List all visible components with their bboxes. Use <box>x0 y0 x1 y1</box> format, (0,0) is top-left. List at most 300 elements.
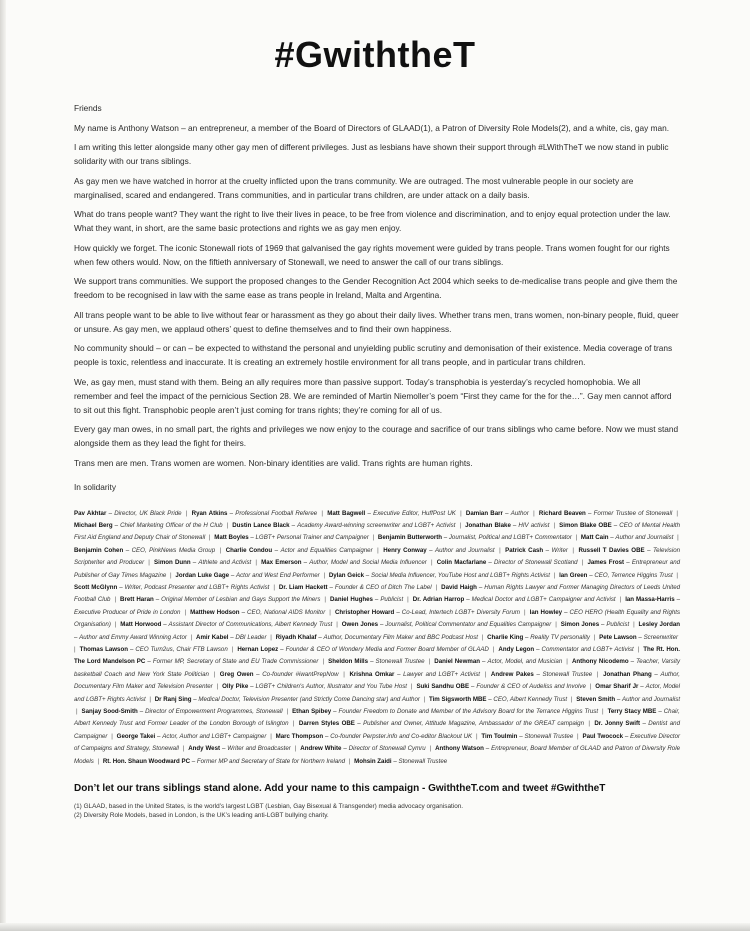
salutation: Friends <box>74 103 102 113</box>
separator: | <box>585 720 593 728</box>
signatory: Sheldon Mills – Stonewall Trustee <box>328 658 425 666</box>
separator: | <box>327 608 333 616</box>
paragraph: As gay men we have watched in horror at the cruelty inflicted upon the trans community. We are outraged. The most vulnerable people in our society are marginalised, scared and endangered. Trans communities, and in particular trans children, are under attack on a daily basis. <box>74 175 634 200</box>
signatory-role: CEO Turn2us, Chair FTB Lawson <box>135 645 228 653</box>
signatory: James Frost – Entrepreneur and Publisher of Gay Times Magazine <box>74 559 681 579</box>
separator: | <box>109 732 115 740</box>
signatory-name: Andrew Pakes <box>490 670 534 678</box>
signatory-role: Reality TV personality <box>530 633 590 641</box>
signatory-name: Dustin Lance Black <box>232 521 290 529</box>
separator: | <box>480 633 486 641</box>
signatory-role: Director of Stonewall Scotland <box>494 559 578 567</box>
separator: | <box>112 596 119 604</box>
signatory-name: Ryan Atkins <box>191 509 228 517</box>
separator: | <box>183 509 190 517</box>
signatory-role: Television Scriptwriter and Producer <box>74 546 681 567</box>
signatory-role: Entrepreneur and Publisher of Gay Times Magazine <box>74 559 681 579</box>
signatory-role: Assistant Director of Communications, Albert Kennedy Trust <box>168 621 333 629</box>
signatory-role: Co-founder Perpster.info and Co-editor Blackout UK <box>330 732 473 740</box>
signatory-role: Writer <box>551 546 568 554</box>
separator: | <box>569 695 575 703</box>
signatory-name: Simon Jones <box>560 621 600 629</box>
signatory: Andrew Pakes – Stonewall Trustee <box>490 670 593 678</box>
signatory: Mohsin Zaidi – Stonewall Trustee <box>354 757 448 765</box>
signatory: Dr. Jonny Swift – Dentist and Campaigner <box>74 720 681 740</box>
separator: | <box>370 534 376 542</box>
signatory-role: Academy Award-winning screenwriter and LGBT+ Activist <box>297 521 456 529</box>
signatory-role: Medical Doctor, Television Presenter (and Strictly Come Dancing star) and Author <box>198 695 420 703</box>
signatory-role: Dentist and Campaigner <box>74 720 681 740</box>
signatory-name: Jonathan Phang <box>603 670 652 678</box>
separator: | <box>433 583 440 591</box>
signatory-role: CEO, PinkNews Media Group <box>131 546 216 554</box>
separator: | <box>405 596 411 604</box>
signatory: Ian Massa-Harris – Executive Producer of Pride in London <box>74 596 681 616</box>
signatory-role: Executive Director of Campaigns and Strategy, Stonewall <box>74 732 681 753</box>
signatory-role: Author <box>510 509 529 517</box>
signatory-role: Journalist, Political Commentator and Equalities Campaigner <box>385 621 552 629</box>
signatory: Krishna Omkar – Lawyer and LGBT+ Activist <box>349 670 480 678</box>
signatory: George Takei – Actor, Author and LGBT+ Campaigner <box>116 732 267 740</box>
page-shadow-bottom <box>0 923 750 931</box>
separator: | <box>268 732 274 740</box>
signatory-name: Brett Haran <box>120 596 154 604</box>
signatory-list <box>74 508 680 769</box>
signatory: Russell T Davies OBE – Television Scriptwriter and Producer <box>74 546 681 567</box>
separator: | <box>207 534 213 542</box>
separator: | <box>600 708 606 715</box>
footnote: (2) Diversity Role Models, based in London, is the UK’s leading anti-LGBT bullying charity. <box>74 812 329 820</box>
signatory-name: Simon Dunn <box>154 559 191 567</box>
separator: | <box>180 745 187 753</box>
signatory-name: Greg Owen <box>219 670 254 678</box>
signatory-name: Owen Jones <box>341 621 379 629</box>
signatory-name: Ian Green <box>559 571 588 579</box>
separator: | <box>617 596 624 604</box>
separator: | <box>374 546 382 554</box>
separator: | <box>182 608 189 616</box>
signatory: Simon Dunn – Athlete and Activist <box>154 559 252 567</box>
signatory: Brett Haran – Original Member of Lesbian and Gays Support the Miners <box>120 596 321 604</box>
separator: | <box>320 658 327 666</box>
paragraph: My name is Anthony Watson – an entrepreneur, a member of the Board of Directors of GLAAD(1), a Patron of Diversity Role Models(2), and a white, cis, gay man. <box>74 122 670 133</box>
signatory-name: Matt Boyles <box>214 534 249 542</box>
signatory-name: Charlie King <box>487 633 524 641</box>
separator: | <box>147 695 153 703</box>
signatory: Marc Thompson – Co-founder Perpster.info and Co-editor Blackout UK <box>275 732 473 740</box>
signatory-role: Former Trustee of Stonewall <box>593 509 673 517</box>
signatory-role: Co-founder #iwantPrepNow <box>262 670 339 678</box>
signatory-name: Riyadh Khalaf <box>275 633 317 641</box>
signatory-role: Chief Marketing Officer of the H Club <box>120 521 223 529</box>
signatory-role: Original Member of Lesbian and Gays Support the Miners <box>161 596 321 604</box>
separator: | <box>224 521 231 529</box>
signatory-role: Stonewall Trustee <box>542 670 593 678</box>
signatory-name: David Haigh <box>441 583 477 591</box>
signatory: Thomas Lawson – CEO Turn2us, Chair FTB Lawson <box>79 645 228 653</box>
separator: | <box>421 695 427 703</box>
separator: | <box>457 521 464 529</box>
signatory: Ethan Spibey – Founder Freedom to Donate and Member of the Advisory Board for the Terrance Higgins Trust <box>292 708 599 715</box>
signatory: Charlie King – Reality TV personality <box>487 633 590 641</box>
separator: | <box>290 720 297 728</box>
signatory-role: Publicist <box>606 621 630 629</box>
signatory-name: Andy Legon <box>498 645 535 653</box>
separator: | <box>457 509 464 517</box>
signatory-role: Professional Football Referee <box>235 509 318 517</box>
separator: | <box>74 645 78 653</box>
signatory: Colin Macfarlane – Director of Stonewall Scotland <box>436 559 578 567</box>
signatory: Damian Barr – Author <box>465 509 529 517</box>
signatory-name: Darren Styles OBE <box>298 720 355 728</box>
separator: | <box>674 509 679 517</box>
signatory-role: Actor, Author and LGBT+ Campaigner <box>162 732 267 740</box>
signatory-name: Lesley Jordan <box>638 621 681 629</box>
signatory-role: Founder Freedom to Donate and Member of the Advisory Board for the Terrance Higgins Trust <box>338 708 599 715</box>
signatory: Pav Akhtar – Director, UK Black Pride <box>74 509 182 517</box>
signatory: Steven Smith – Author and Journalist <box>576 695 681 703</box>
signatory-name: Matt Bagwell <box>327 509 366 517</box>
paragraph: We, as gay men, must stand with them. Being an ally requires more than passive support. Today’s transphobia is yesterday’s recycled homophobia. We all remember and feel the impact of the pernicious Section 28. We are reminded of Martin Niemoller’s poem “First they came for the for the…”. Gay men cannot afford to sit out this fight. Transphobic people aren’t just coming for trans rights; they’re coming for all of us. <box>74 376 672 415</box>
separator: | <box>229 645 236 653</box>
signatory-role: DBI Leader <box>235 633 267 641</box>
separator: | <box>579 559 586 567</box>
signatory-name: Dr. Jonny Swift <box>594 720 641 728</box>
signatory-role: Director of Empowerment Programmes, Stonewall <box>145 708 283 715</box>
signatory-name: Benjamin Butterworth <box>377 534 443 542</box>
signatory: Henry Conway – Author and Journalist <box>383 546 495 554</box>
signatory: Scott McGlynn – Writer, Podcast Presenter and LGBT+ Rights Activist <box>74 583 270 591</box>
signatory: Dylan Geick – Social Media Influencer, YouTube Host and LGBT+ Rights Activist <box>328 571 550 579</box>
signatory-role: Former MP, Secretary of State and EU Trade Commissioner <box>152 658 319 666</box>
signatory-role: Executive Producer of Pride in London <box>74 608 181 616</box>
signatory-name: Max Emerson <box>261 559 302 567</box>
signatory-role: Stonewall Trustee <box>375 658 425 666</box>
separator: | <box>268 633 274 641</box>
signatory-name: Pete Lawson <box>599 633 637 641</box>
footnote: (1) GLAAD, based in the United States, is the world’s largest LGBT (Lesbian, Gay Bisexual & Transgender) media advocacy organisation. <box>74 802 464 810</box>
separator: | <box>675 534 679 542</box>
signatory: Christopher Howard – Co-Lead, Intertech LGBT+ Diversity Forum <box>334 608 520 616</box>
signatory-name: Hernan Lopez <box>237 645 279 653</box>
signatory: Andy West – Writer and Broadcaster <box>188 745 291 753</box>
signatory-role: Journalist, Political and LGBT+ Commentator <box>448 534 572 542</box>
signatory-name: Anthony Nicodemo <box>571 658 629 666</box>
paragraph: All trans people want to be able to live without fear or harassment as they go about their daily lives. Whether trans men, trans women, non-binary people, fluid, queer or unsure. As gay men, we applaud others’ quest to define themselves and to find their own happiness. <box>74 309 679 334</box>
signatory-name: Ian Howley <box>529 608 563 616</box>
signatory: Andrew White – Director of Stonewall Cymru <box>300 745 426 753</box>
signatory: Omar Sharif Jr – Actor, Model and LGBT+ Rights Activist <box>74 683 680 703</box>
signatory: Matt Bagwell – Executive Editor, HuffPost UK <box>327 509 456 517</box>
signatory-role: Screenwriter <box>643 633 679 641</box>
signatory-role: Actor, Model and LGBT+ Rights Activist <box>74 683 680 703</box>
signatory-name: Charlie Condou <box>225 546 273 554</box>
signatory: Tim Sigsworth MBE – CEO, Albert Kennedy Trust <box>428 695 568 703</box>
signatory: Anthony Nicodemo – Teacher, Varsity basketball Coach and New York State Politician <box>74 658 681 678</box>
signatory-name: Scott McGlynn <box>74 583 118 591</box>
signatory-name: Steven Smith <box>576 695 616 703</box>
signatory-role: Publicist <box>380 596 404 604</box>
separator: | <box>635 645 642 653</box>
signatory-name: Dylan Geick <box>328 571 365 579</box>
signatory-name: Dr. Liam Hackett <box>278 583 328 591</box>
signatory-name: Daniel Hughes <box>329 596 373 604</box>
signatory-name: Dr. Adrian Harrop <box>412 596 465 604</box>
signatory: Daniel Hughes – Publicist <box>329 596 404 604</box>
signatory-name: Tim Toulmin <box>481 732 518 740</box>
signatory: Simon Jones – Publicist <box>560 621 630 629</box>
signatory: Lesley Jordan – Author and Emmy Award Winning Actor <box>74 621 681 641</box>
separator: | <box>112 621 119 629</box>
signatory-name: Amir Kabel <box>196 633 229 641</box>
signatory-role: Human Rights Lawyer and Former Managing Directors of Leeds United Football Club <box>74 583 681 604</box>
separator: | <box>214 683 221 691</box>
signatory-role: Actor and West End Performer <box>236 571 320 579</box>
signatory-role: Chair, Albert Kennedy Trust and Former Leader of the London Borough of Islington <box>74 708 680 728</box>
signatory-name: Ethan Spibey <box>292 708 332 715</box>
signatory: Darren Styles OBE – Publisher and Owner, Attitude Magazine, Ambassador of the GREAT campaign <box>298 720 584 728</box>
signatory: Olly Pike – LGBT+ Children's Author, Illustrator and You Tube Host <box>222 683 408 691</box>
signatory: Jordan Luke Gage – Actor and West End Performer <box>175 571 320 579</box>
paragraph: Every gay man owes, in no small part, the rights and privileges we now enjoy to the courage and sacrifice of our trans siblings who came before. Now we must stand alongside them as they lead the fight for theirs. <box>74 424 679 448</box>
signatory-role: Author and Journalist <box>435 546 495 554</box>
separator: | <box>521 608 528 616</box>
signatory: Benjamin Butterworth – Journalist, Political and LGBT+ Commentator <box>377 534 572 542</box>
signatory: Riyadh Khalaf – Author, Documentary Film Maker and BBC Podcast Host <box>275 633 478 641</box>
separator: | <box>427 745 434 753</box>
signatory-role: Writer and Broadcaster <box>227 745 291 753</box>
signatory-name: Tim Sigsworth MBE <box>428 695 487 703</box>
signatory: Dr Ranj Sing – Medical Doctor, Television Presenter (and Strictly Come Dancing star) and Author <box>154 695 420 703</box>
page-shadow-left <box>0 0 6 931</box>
signatory: Patrick Cash – Writer <box>505 546 568 554</box>
separator: | <box>496 546 504 554</box>
separator: | <box>253 559 260 567</box>
signatory-role: Co-Lead, Intertech LGBT+ Diversity Forum <box>401 608 520 616</box>
signatory-role: CEO, Albert Kennedy Trust <box>493 695 568 703</box>
signatory: Anthony Watson – Entrepreneur, Board Member of GLAAD and Patron of Diversity Role Models <box>74 745 680 765</box>
separator: | <box>426 658 433 666</box>
separator: | <box>587 683 594 691</box>
separator: | <box>592 633 598 641</box>
separator: | <box>217 546 224 554</box>
signatory: Tim Toulmin – Stonewall Trustee <box>481 732 574 740</box>
paragraph: No community should – or can – be expected to withstand the personal and unyielding public scrutiny and demonisation of their existence. Media coverage of trans people is toxic, relentless and inaccurate. It is creating an extremely hostile environment for all trans people, and in particular trans children. <box>74 343 673 367</box>
separator: | <box>674 571 679 579</box>
signatory-role: Executive Editor, HuffPost UK <box>373 509 456 517</box>
signatory: Hernan Lopez – Founder & CEO of Wondery Media and Former Board Member of GLAAD <box>237 645 489 653</box>
paragraph: I am writing this letter alongside many other gay men of different privileges. Just as lesbians have shown their support through #LWithTheT we now stand in public solidarity with our trans siblings. <box>74 142 669 166</box>
signatory-role: Founder & CEO of Wondery Media and Former Board Member of GLAAD <box>285 645 489 653</box>
signatory-name: Jonathan Blake <box>465 521 511 529</box>
paragraph: We support trans communities. We support the proposed changes to the Gender Recognition Act 2004 which seeks to de-medicalise trans people and give them the freedom to be recognised in law with the same ease as trans people in Ireland, Malta and Argentina. <box>74 276 678 300</box>
signatory-name: Richard Beaven <box>538 509 586 517</box>
signatory-role: Lawyer and LGBT+ Activist <box>403 670 480 678</box>
signatory: Sanjay Sood-Smith – Director of Empowerment Programmes, Stonewall <box>81 708 283 715</box>
separator: | <box>334 621 340 629</box>
footnotes <box>74 802 680 821</box>
signatory: Dustin Lance Black – Academy Award-winning screenwriter and LGBT+ Activist <box>232 521 456 529</box>
separator: | <box>76 708 80 715</box>
signatory-role: Author and Emmy Award Winning Actor <box>79 633 187 641</box>
signatory-name: Simon Blake OBE <box>559 521 612 529</box>
separator: | <box>340 670 348 678</box>
signatory: Matt Boyles – LGBT+ Personal Trainer and Campaigner <box>214 534 369 542</box>
signatory: Pete Lawson – Screenwriter <box>599 633 679 641</box>
signatory: Richard Beaven – Former Trustee of Stonewall <box>538 509 673 517</box>
signatory-role: CEO, Terrence Higgins Trust <box>594 571 673 579</box>
signatory: Charlie Condou – Actor and Equalities Campaigner <box>225 546 373 554</box>
signatory-role: Author and Journalist <box>615 534 674 542</box>
signatory-role: HIV activist <box>518 521 550 529</box>
call-to-action: Don’t let our trans siblings stand alone. Add your name to this campaign - GwiththeT.com and tweet #GwiththeT <box>74 783 606 795</box>
signatory: Matt Cain – Author and Journalist <box>580 534 674 542</box>
signatory: Max Emerson – Author, Model and Social Media Influencer <box>261 559 427 567</box>
signatory-name: Colin Macfarlane <box>436 559 487 567</box>
signatory-role: Author, Documentary Film Maker and BBC Podcast Host <box>323 633 478 641</box>
signatory: Ryan Atkins – Professional Football Referee <box>191 509 318 517</box>
paragraph: How quickly we forget. The iconic Stonewall riots of 1969 that galvanised the gay rights movement were guided by trans people. Trans women fought for our rights when few others would. Now, on the fiftieth anniversary of Stonewall, we need to answer the call of our trans siblings. <box>74 242 670 267</box>
signatory-role: Stonewall Trustee <box>524 732 574 740</box>
separator: | <box>428 559 435 567</box>
separator: | <box>594 670 602 678</box>
signatory-name: Jordan Luke Gage <box>175 571 230 579</box>
signatory-role: Entrepreneur, Board Member of GLAAD and Patron of Diversity Role Models <box>74 745 680 765</box>
signatory-role: Former MP and Secretary of State for Northern Ireland <box>196 757 346 765</box>
signatory: Ian Howley – CEO HERO (Health Equality and Rights Organisation) <box>74 608 681 629</box>
signatory-name: Mohsin Zaidi <box>354 757 392 765</box>
signatory-role: LGBT+ Children's Author, Illustrator and You Tube Host <box>255 683 408 691</box>
signatory-name: Andrew White <box>300 745 342 753</box>
separator: | <box>474 732 480 740</box>
signatory: Simon Blake OBE – CEO of Mental Health First Aid England and Deputy Chair of Stonewall <box>74 521 681 542</box>
separator: | <box>322 596 328 604</box>
signatory: Dr. Adrian Harrop – Medical Doctor and LGBT+ Campaigner and Activist <box>412 596 616 604</box>
separator: | <box>551 521 558 529</box>
signatory-name: Paul Twocock <box>582 732 624 740</box>
signatory-name: Michael Berg <box>74 521 113 529</box>
signatory-role: CEO HERO (Health Equality and Rights Organisation) <box>74 608 681 629</box>
separator: | <box>551 571 558 579</box>
solidarity-label: In solidarity <box>74 481 116 492</box>
signatory-name: Daniel Newman <box>434 658 480 666</box>
signatory-role: Director of Stonewall Cymru <box>348 745 426 753</box>
signatory-name: Thomas Lawson <box>79 645 128 653</box>
signatory-name: Christopher Howard <box>334 608 395 616</box>
separator: | <box>95 757 101 765</box>
signatory: Amir Kabel – DBI Leader <box>196 633 267 641</box>
signatory-name: Marc Thompson <box>275 732 324 740</box>
separator: | <box>210 670 218 678</box>
signatory-name: Russell T Davies OBE <box>578 546 645 554</box>
signatory: The Rt. Hon. The Lord Mandelson PC – Former MP, Secretary of State and EU Trade Commissioner <box>74 645 680 666</box>
signatory-name: Andy West <box>188 745 221 753</box>
signatory: Benjamin Cohen – CEO, PinkNews Media Group <box>74 546 216 554</box>
letter-body <box>74 101 680 821</box>
separator: | <box>188 633 195 641</box>
signatory-name: Olly Pike <box>222 683 249 691</box>
separator: | <box>321 571 327 579</box>
separator: | <box>271 583 277 591</box>
signatory: Jonathan Blake – HIV activist <box>465 521 550 529</box>
signatory: Terry Stacy MBE – Chair, Albert Kennedy Trust and Former Leader of the London Borough of Islington <box>74 708 680 728</box>
signatory-role: Founder & CEO of Audeliss and Involve <box>476 683 586 691</box>
signatory-name: Benjamin Cohen <box>74 546 124 554</box>
signatory-role: Author and Journalist <box>621 695 681 703</box>
signatory-name: Henry Conway <box>383 546 427 554</box>
signatory: Rt. Hon. Shaun Woodward PC – Former MP and Secretary of State for Northern Ireland <box>102 757 346 765</box>
signatory-role: Director, UK Black Pride <box>114 509 182 517</box>
signatory-name: George Takei <box>116 732 156 740</box>
separator: | <box>490 645 497 653</box>
signatory-role: Teacher, Varsity basketball Coach and New York State Politician <box>74 658 681 678</box>
signatory-role: Social Media Influencer, YouTube Host and LGBT+ Rights Activist <box>370 571 550 579</box>
signatory-name: Matthew Hodson <box>190 608 240 616</box>
signatory-role: Athlete and Activist <box>198 559 252 567</box>
signatory-name: Sanjay Sood-Smith <box>81 708 138 715</box>
signatory: Ian Green – CEO, Terrence Higgins Trust <box>559 571 673 579</box>
signatory: Owen Jones – Journalist, Political Commentator and Equalities Campaigner <box>341 621 552 629</box>
signatory: Michael Berg – Chief Marketing Officer of the H Club <box>74 521 223 529</box>
signatory-name: Ian Massa-Harris <box>625 596 675 604</box>
separator: | <box>347 757 353 765</box>
separator: | <box>409 683 415 691</box>
signatory-name: Krishna Omkar <box>349 670 395 678</box>
signatory-name: James Frost <box>587 559 625 567</box>
signatory-name: Omar Sharif Jr <box>595 683 639 691</box>
signatory-name: Matt Horwood <box>120 621 162 629</box>
separator: | <box>284 708 291 715</box>
signatory-role: Author, Model and Social Media Influencer <box>309 559 427 567</box>
signatory-role: Author, Documentary Film Maker and Television Presenter <box>74 670 680 691</box>
page-title: #GwiththeT <box>274 34 476 75</box>
signatory: David Haigh – Human Rights Lawyer and Former Managing Directors of Leeds United Football Club <box>74 583 681 604</box>
signatory: Suki Sandhu OBE – Founder & CEO of Audeliss and Involve <box>416 683 586 691</box>
signatory-role: CEO, National AIDS Monitor <box>247 608 326 616</box>
separator: | <box>564 658 570 666</box>
signatory-name: The Rt. Hon. The Lord Mandelson PC <box>74 645 680 666</box>
signatory-role: Commentator and LGBT+ Activist <box>541 645 634 653</box>
separator: | <box>530 509 537 517</box>
signatory-role: Founder & CEO of Ditch The Label <box>334 583 432 591</box>
signatory-name: Damian Barr <box>465 509 503 517</box>
signatory-name: Terry Stacy MBE <box>607 708 657 715</box>
signatory-role: Publisher and Owner, Attitude Magazine, Ambassador of the GREAT campaign <box>363 720 584 728</box>
signatory: Jonathan Phang – Author, Documentary Film Maker and Television Presenter <box>74 670 680 691</box>
signatory-role: Medical Doctor and LGBT+ Campaigner and Activist <box>471 596 616 604</box>
signatory-name: Pav Akhtar <box>74 509 107 517</box>
separator: | <box>569 546 577 554</box>
signatory-role: Actor and Equalities Campaigner <box>280 546 373 554</box>
signatory-role: Actor, Model, and Musician <box>487 658 563 666</box>
separator: | <box>573 534 579 542</box>
separator: | <box>575 732 581 740</box>
signatory-role: LGBT+ Personal Trainer and Campaigner <box>255 534 369 542</box>
closing-statement: Trans men are men. Trans women are women. Non-binary identities are valid. Trans rights are human rights. <box>74 457 473 468</box>
signatory-role: CEO of Mental Health First Aid England and Deputy Chair of Stonewall <box>74 521 681 542</box>
signatory-name: Matt Cain <box>580 534 609 542</box>
separator: | <box>292 745 299 753</box>
signatory: Daniel Newman – Actor, Model, and Musician <box>434 658 563 666</box>
signatory: Matt Horwood – Assistant Director of Communications, Albert Kennedy Trust <box>120 621 333 629</box>
signatory-name: Sheldon Mills <box>328 658 369 666</box>
signatory-name: Suki Sandhu OBE <box>416 683 470 691</box>
signatory-name: Dr Ranj Sing <box>154 695 192 703</box>
separator: | <box>553 621 559 629</box>
signatory: Matthew Hodson – CEO, National AIDS Monitor <box>190 608 326 616</box>
signatory-name: Patrick Cash <box>505 546 544 554</box>
paragraph: What do trans people want? They want the right to live their lives in peace, to be free from violence and discrimination, and to enjoy equal protection under the law. What they want, in short, are the same basic protections and rights we as gay men enjoy. <box>74 209 671 233</box>
